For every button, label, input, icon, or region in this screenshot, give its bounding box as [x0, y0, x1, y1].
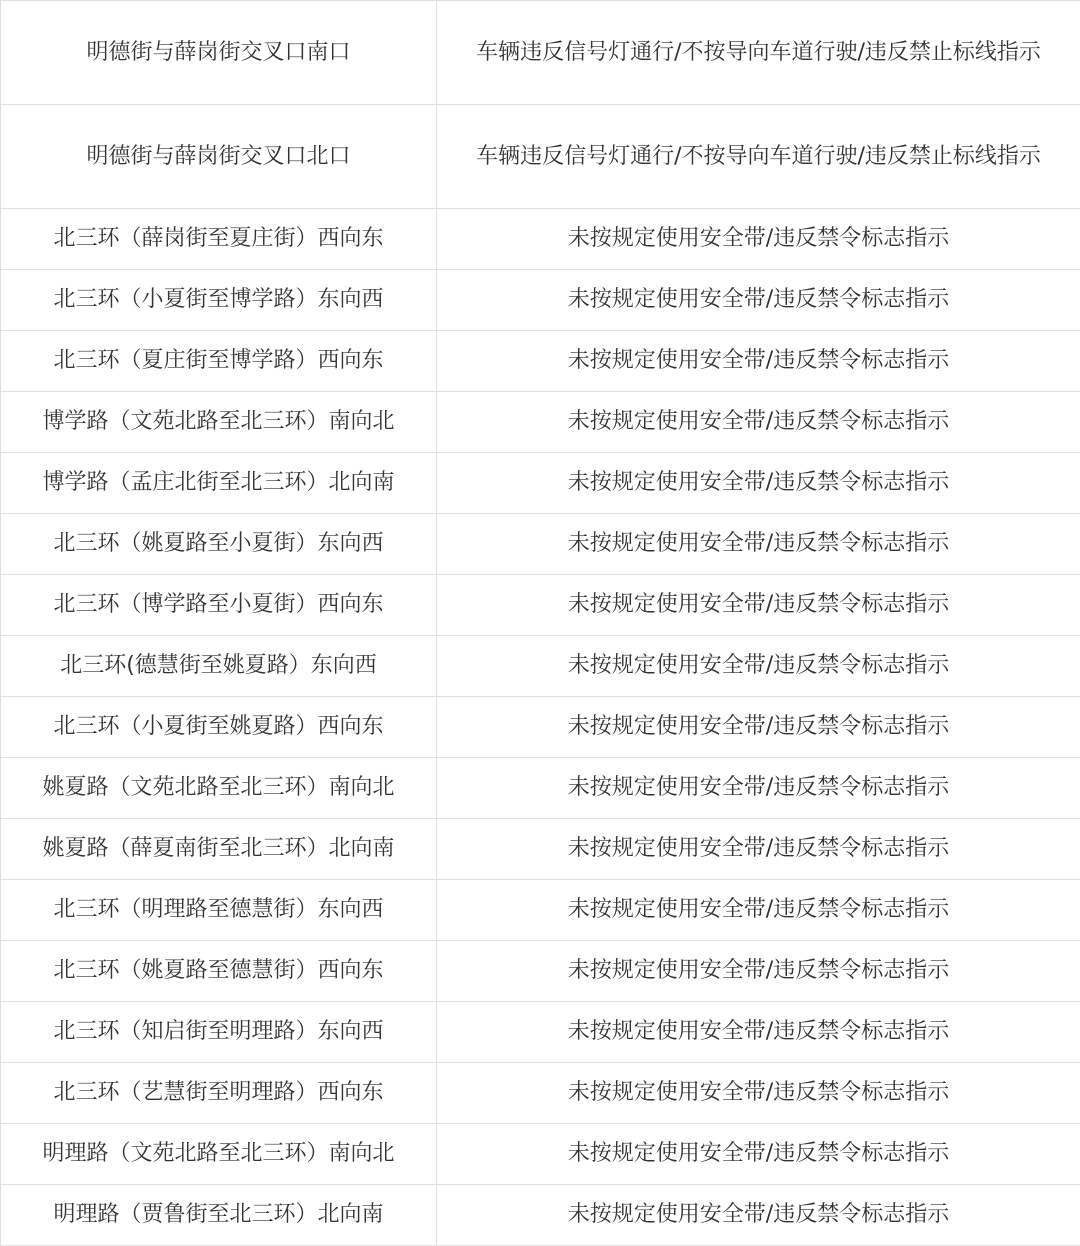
table-row [1, 697, 1080, 758]
table-row [1, 331, 1080, 392]
location-cell: 北三环（小夏街至博学路）东向西 [1, 270, 437, 331]
location-cell: 姚夏路（薛夏南街至北三环）北向南 [1, 819, 437, 880]
violation-cell: 未按规定使用安全带/违反禁令标志指示 [437, 1124, 1080, 1185]
table-row [1, 636, 1080, 697]
location-cell: 北三环（夏庄街至博学路）西向东 [1, 331, 437, 392]
violation-cell: 未按规定使用安全带/违反禁令标志指示 [437, 758, 1080, 819]
violation-cell: 未按规定使用安全带/违反禁令标志指示 [437, 697, 1080, 758]
table-row [1, 1185, 1080, 1246]
violation-cell: 未按规定使用安全带/违反禁令标志指示 [437, 941, 1080, 1002]
location-cell: 明理路（文苑北路至北三环）南向北 [1, 1124, 437, 1185]
location-cell: 博学路（文苑北路至北三环）南向北 [1, 392, 437, 453]
table-row [1, 1002, 1080, 1063]
violation-cell: 车辆违反信号灯通行/不按导向车道行驶/违反禁止标线指示 [437, 105, 1080, 209]
table-row [1, 575, 1080, 636]
location-cell: 北三环（明理路至德慧街）东向西 [1, 880, 437, 941]
location-cell: 北三环（姚夏路至德慧街）西向东 [1, 941, 437, 1002]
table-row [1, 1124, 1080, 1185]
violation-cell: 未按规定使用安全带/违反禁令标志指示 [437, 453, 1080, 514]
table-row [1, 270, 1080, 331]
table-row [1, 941, 1080, 1002]
table-row [1, 105, 1080, 209]
table-row [1, 880, 1080, 941]
violation-cell: 未按规定使用安全带/违反禁令标志指示 [437, 1185, 1080, 1246]
violation-cell: 未按规定使用安全带/违反禁令标志指示 [437, 392, 1080, 453]
location-cell: 姚夏路（文苑北路至北三环）南向北 [1, 758, 437, 819]
violation-cell: 未按规定使用安全带/违反禁令标志指示 [437, 270, 1080, 331]
violation-cell: 车辆违反信号灯通行/不按导向车道行驶/违反禁止标线指示 [437, 1, 1080, 105]
location-cell: 北三环（姚夏路至小夏街）东向西 [1, 514, 437, 575]
table-row [1, 1063, 1080, 1124]
location-cell: 北三环(德慧街至姚夏路）东向西 [1, 636, 437, 697]
table-row [1, 209, 1080, 270]
violation-cell: 未按规定使用安全带/违反禁令标志指示 [437, 819, 1080, 880]
location-cell: 明理路（贾鲁街至北三环）北向南 [1, 1185, 437, 1246]
table-row [1, 514, 1080, 575]
location-cell: 北三环（艺慧街至明理路）西向东 [1, 1063, 437, 1124]
violation-cell: 未按规定使用安全带/违反禁令标志指示 [437, 514, 1080, 575]
location-cell: 明德街与薛岗街交叉口北口 [1, 105, 437, 209]
table-row [1, 758, 1080, 819]
table-row [1, 392, 1080, 453]
location-cell: 博学路（孟庄北街至北三环）北向南 [1, 453, 437, 514]
violation-cell: 未按规定使用安全带/违反禁令标志指示 [437, 331, 1080, 392]
violation-cell: 未按规定使用安全带/违反禁令标志指示 [437, 880, 1080, 941]
violation-cell: 未按规定使用安全带/违反禁令标志指示 [437, 636, 1080, 697]
location-cell: 北三环（知启街至明理路）东向西 [1, 1002, 437, 1063]
location-cell: 北三环（博学路至小夏街）西向东 [1, 575, 437, 636]
violation-cell: 未按规定使用安全带/违反禁令标志指示 [437, 575, 1080, 636]
table-row [1, 453, 1080, 514]
location-cell: 北三环（薛岗街至夏庄街）西向东 [1, 209, 437, 270]
violation-cell: 未按规定使用安全带/违反禁令标志指示 [437, 1002, 1080, 1063]
violation-cell: 未按规定使用安全带/违反禁令标志指示 [437, 1063, 1080, 1124]
location-cell: 北三环（小夏街至姚夏路）西向东 [1, 697, 437, 758]
table-row [1, 819, 1080, 880]
location-cell: 明德街与薛岗街交叉口南口 [1, 1, 437, 105]
violation-cell: 未按规定使用安全带/违反禁令标志指示 [437, 209, 1080, 270]
table-row [1, 1, 1080, 105]
